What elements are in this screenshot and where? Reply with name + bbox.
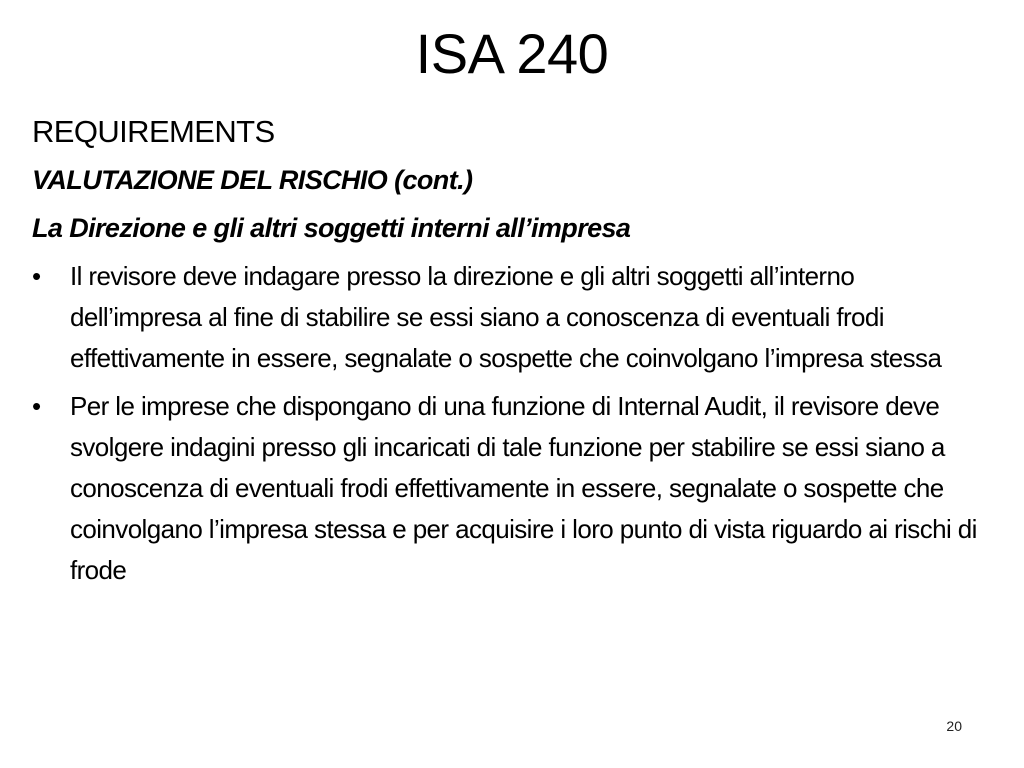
page-number: 20 xyxy=(946,718,962,734)
bullet-text: Per le imprese che dispongano di una funzione di Internal Audit, il revisore deve svolgere indagini presso gli incaricati di tale funzione per stabilire se essi siano a conoscenza di eventuali frodi effettivamente in essere, segnalate o sospette che coinvolgano l’impresa stessa e per acquisire i loro punto di vista riguardo ai rischi di frode xyxy=(70,391,977,585)
topic-heading: La Direzione e gli altri soggetti interni all’impresa xyxy=(32,213,631,243)
bullet-text: Il revisore deve indagare presso la direzione e gli altri soggetti all’interno dell’impresa al fine di stabilire se essi siano a conoscenza di eventuali frodi effettivamente in essere, segnalate o sospette che coinvolgano l’impresa stessa xyxy=(70,261,942,373)
bullet-icon: • xyxy=(32,261,41,291)
bullet-list xyxy=(32,256,992,591)
subheading: VALUTAZIONE DEL RISCHIO (cont.) xyxy=(32,165,473,195)
slide-title: ISA 240 xyxy=(415,22,609,85)
bullet-item xyxy=(32,256,992,379)
slide-body xyxy=(32,112,992,598)
bullet-item xyxy=(32,386,992,591)
section-heading: REQUIREMENTS xyxy=(32,114,275,149)
bullet-icon: • xyxy=(32,391,41,421)
